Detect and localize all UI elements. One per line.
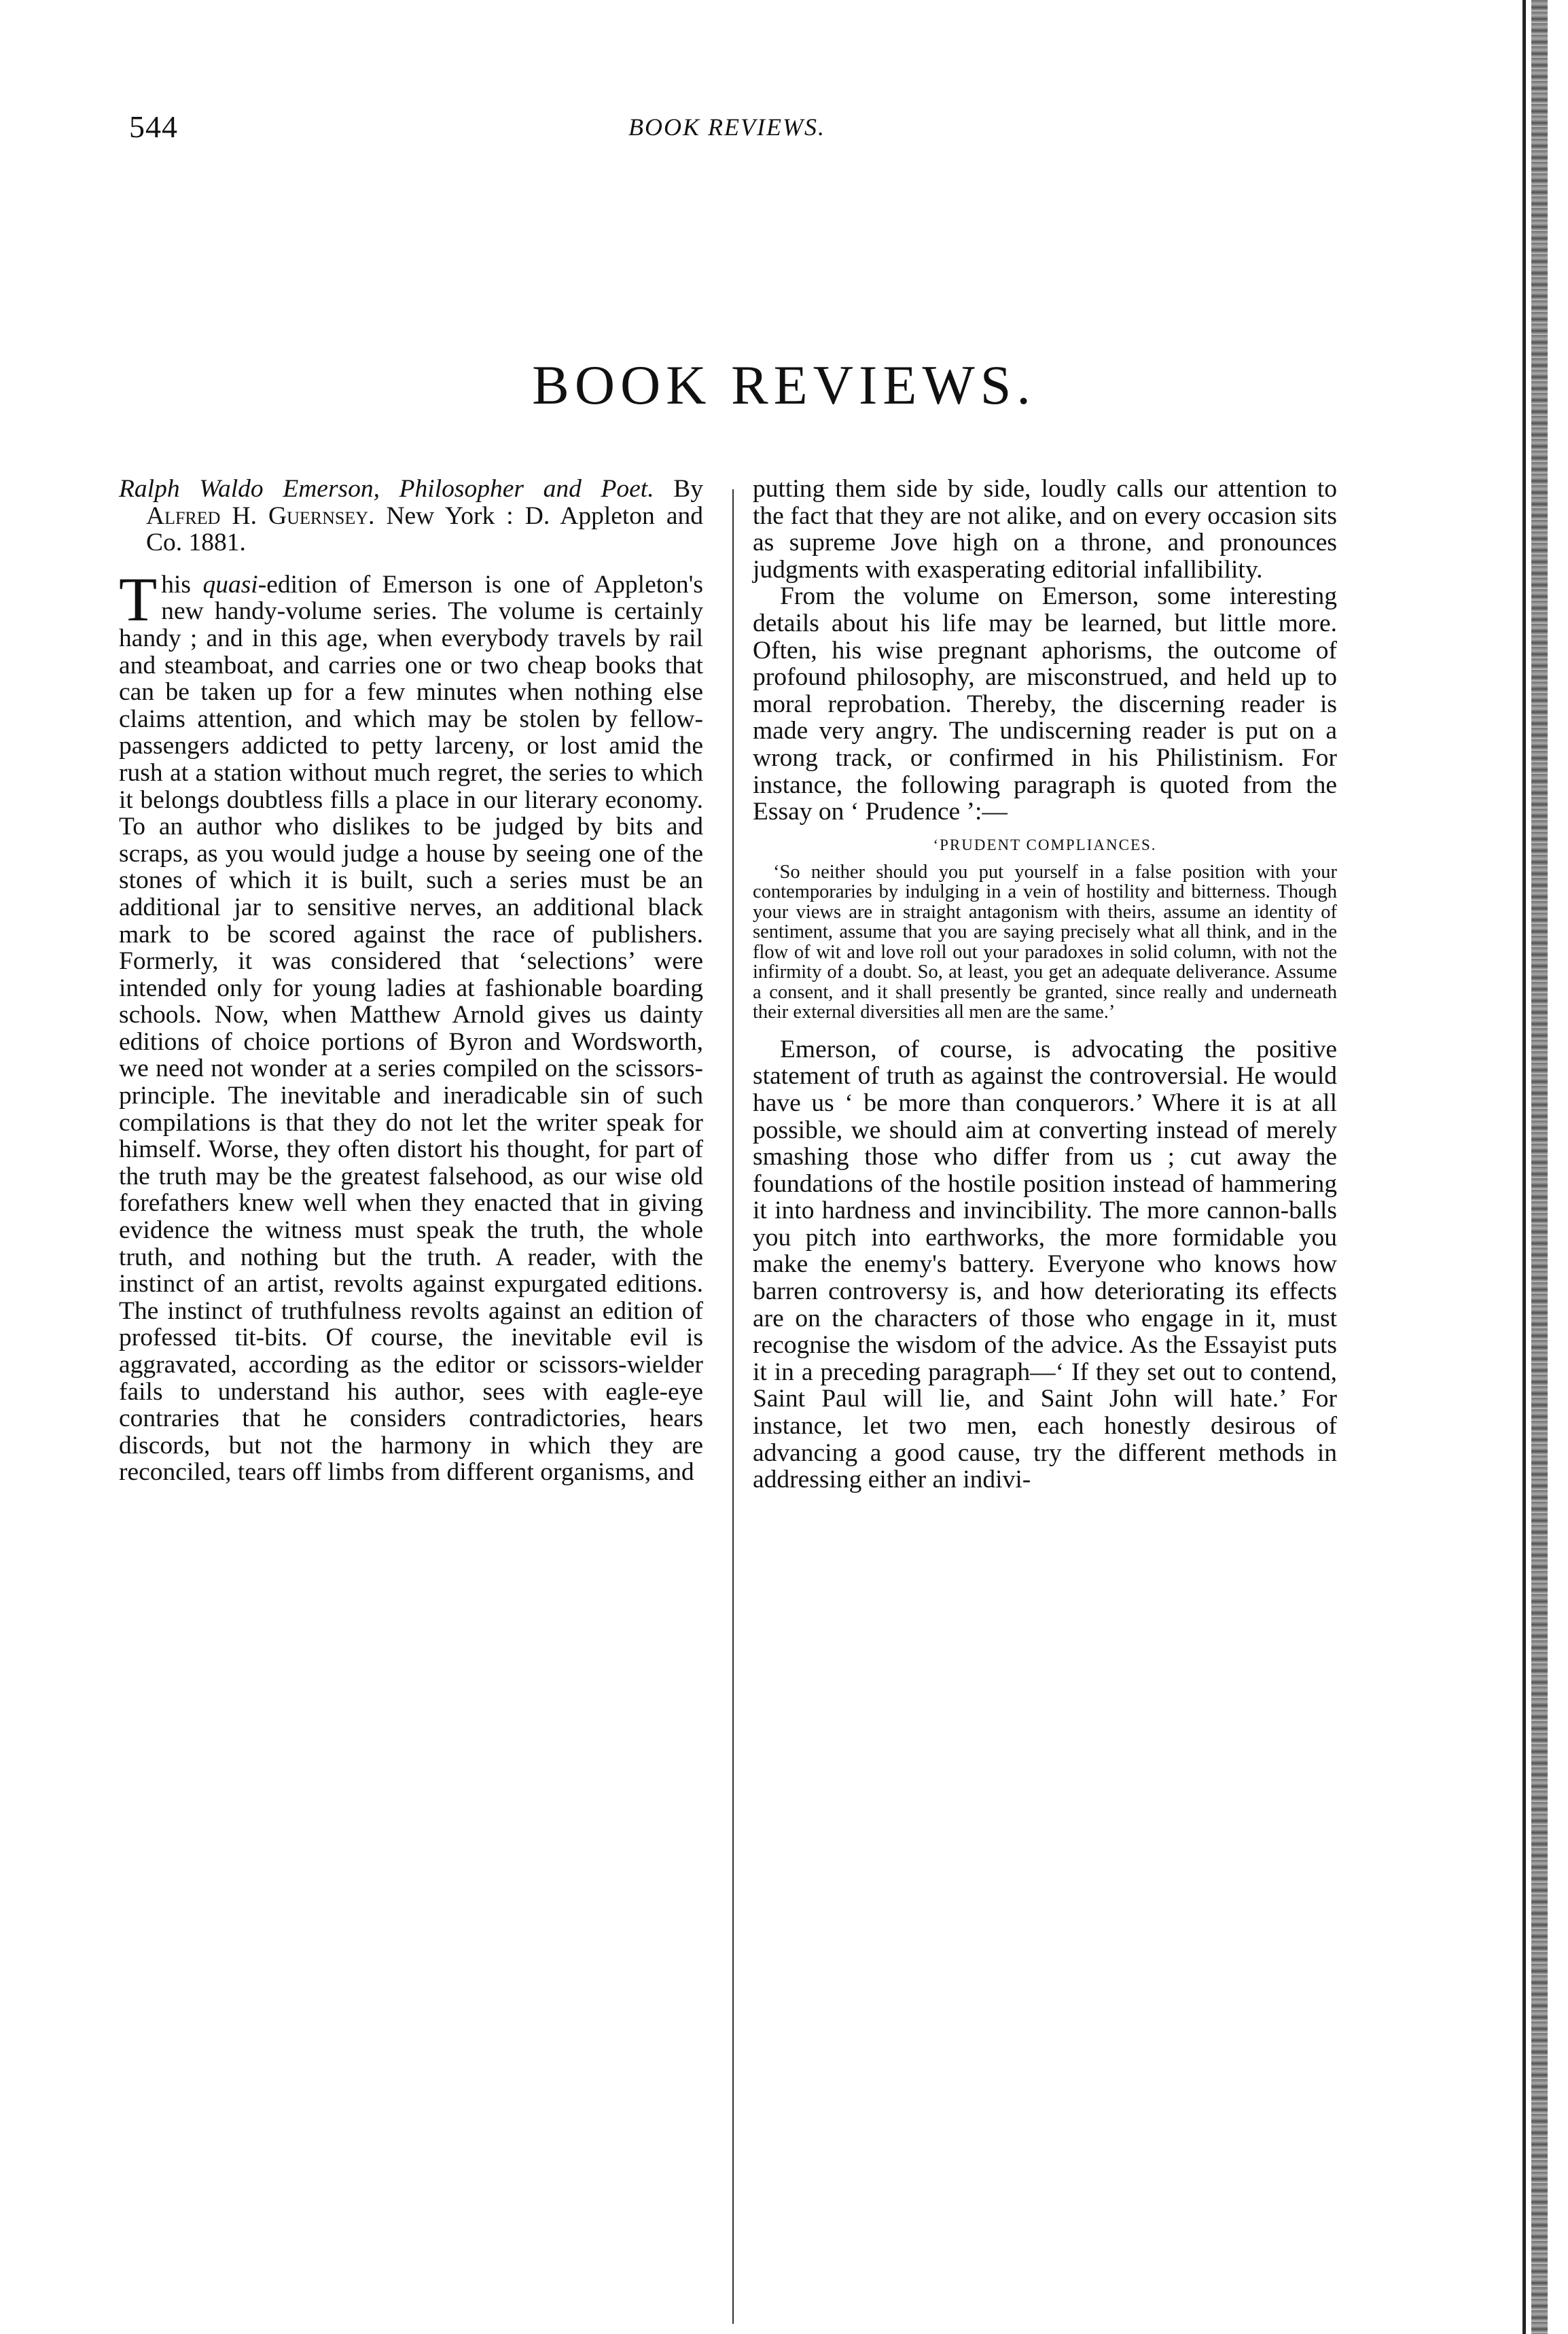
page-number: 544: [129, 109, 178, 144]
paragraph-1-body: -edition of Emerson is one of Appleton's new handy-volume series. The volume is certainly handy ; and in this age, when everybody travels by rail and steamboat, and carries one or two cheap books that can be taken up for a few minutes when nothing else claims attention, and which may be stolen by fellow-passengers addicted to petty larceny, or lost amid the rush at a station without much regret, the series to which it belongs doubtless fills a place in our literary economy. To an author who dislikes to be judged by bits and scraps, as you would judge a house by seeing one of the stones of which it is built, such a series must be an additional jar to sensitive nerves, an additional black mark to be scored against the race of publishers. Formerly, it was considered that ‘selections’ were intended only for young ladies at fashionable boarding schools. Now, when Matthew Arnold gives us dainty editions of choice portions of Byron and Wordsworth, we need not wonder at a series compiled on the scissors-principle. The inevitable and ineradicable sin of such compilations is that they do not let the writer speak for himself. Worse, they often distort his thought, for part of the truth may be the greatest falsehood, as our wise old forefathers knew well when they enacted that in giving evidence the witness must speak the truth, the whole truth, and nothing but the truth. A reader, with the instinct of an artist, revolts against expurgated editions. The instinct of truthfulness revolts against an edition of professed tit-bits. Of course, the inevitable evil is aggravated, according as the editor or scissors-wielder fails to understand his author, sees with eagle-eye contraries that he considers contradictories, hears discords, but not the harmony in which they are reconciled, tears off limbs from different organisms, and: [119, 570, 703, 1487]
book-title: Ralph Waldo Emerson, Philosopher and Poet.: [119, 475, 654, 503]
paragraph-1-start: his: [161, 570, 203, 599]
quote-heading: ‘PRUDENT COMPLIANCES.: [933, 836, 1157, 853]
page-edge-line: [1522, 0, 1526, 2334]
right-column: [753, 476, 1337, 1493]
review-paragraph-1-continued: putting them side by side, loudly calls our attention to the fact that they are not alike, and on every occasion sits as supreme Jove high on a throne, and pronounces judgments with exasperating editorial infallibility.: [753, 475, 1337, 584]
book-imprint: New York : D. Appleton and Co. 1881.: [146, 501, 704, 557]
book-author: Alfred H. Guernsey.: [146, 501, 375, 530]
page-edge-binding: [1531, 0, 1548, 2334]
running-title: BOOK REVIEWS.: [628, 113, 825, 141]
by-word: By: [673, 475, 703, 503]
drop-cap: T: [119, 564, 158, 634]
review-paragraph-2: From the volume on Emerson, some interesting details about his life may be learned, but little more. Often, his wise pregnant aphorisms, the outcome of profound philosophy, are misconstrued, and held up to moral reprobation. Thereby, the discerning reader is made very angry. The undiscerning reader is put on a wrong track, or confirmed in his Philistinism. For instance, the following paragraph is quoted from the Essay on ‘ Prudence ’:—: [753, 582, 1337, 826]
block-quote: ‘So neither should you put yourself in a false position with your contemporaries by indulging in a vein of hostility and bitterness. Though your views are in straight antagonism with theirs, assume an identity of sentiment, assume that you are saying precisely what all think, and in the flow of wit and love roll out your paradoxes in solid column, with not the infirmity of a doubt. So, at least, you get an adequate deliverance. Assume a consent, and it shall presently be granted, since really and underneath their external diversities all men are the same.’: [753, 861, 1337, 1023]
column-divider: [732, 489, 734, 2324]
quasi-word: quasi: [202, 570, 258, 599]
section-title: BOOK REVIEWS.: [532, 354, 1036, 416]
review-citation: [119, 476, 703, 556]
running-head: [129, 109, 1325, 149]
left-column: [119, 476, 703, 1486]
review-paragraph-1: [119, 564, 703, 1487]
review-paragraph-3: Emerson, of course, is advocating the positive statement of truth as against the controversial. He would have us ‘ be more than conquerors.’ Where it is at all possible, we should aim at converting instead of merely smashing those who differ from us ; cut away the foundations of the hostile position instead of hammering it into hardness and invincibility. The more cannon-balls you pitch into earthworks, the more formidable you make the enemy's battery. Everyone who knows how barren controversy is, and how deteriorating its effects are on the characters of those who engage in it, must recognise the wisdom of the advice. As the Essayist puts it in a preceding paragraph—‘ If they set out to contend, Saint Paul will lie, and Saint John will hate.’ For instance, let two men, each honestly desirous of advancing a good cause, try the different methods in addressing either an indivi-: [753, 1035, 1337, 1494]
